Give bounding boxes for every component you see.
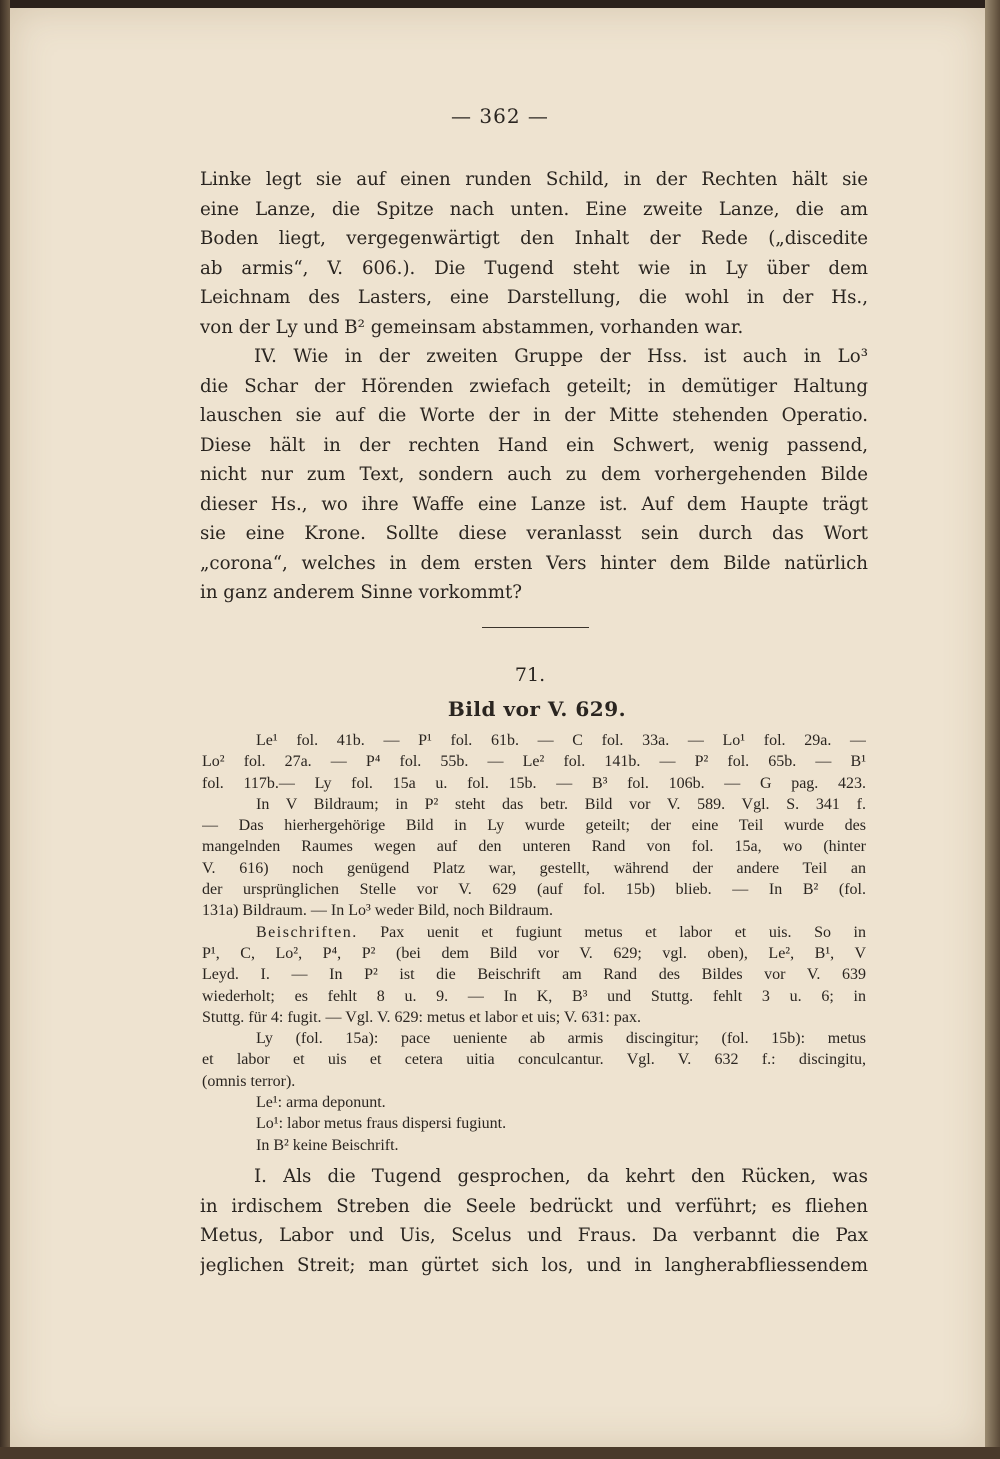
footnote-line: Le¹ fol. 41b. — P¹ fol. 61b. — C fol. 33a. — Lo¹ fol. 29a. — — [256, 732, 866, 749]
paragraph-line: „corona“, welches in dem ersten Vers hinter dem Bilde natürlich — [200, 552, 868, 574]
footnote-line: In B² keine Beischrift. — [256, 1136, 399, 1154]
paragraph-line: IV. Wie in der zweiten Gruppe der Hss. ist auch in Lo³ — [254, 346, 868, 367]
section-divider — [482, 627, 589, 628]
footnote-line: Stuttg. für 4: fugit. — Vgl. V. 629: metus et labor et uis; V. 631: pax. — [202, 1008, 641, 1026]
paragraph-line: Diese hält in der rechten Hand ein Schwert, wenig passend, — [200, 434, 868, 456]
footnote-line: P¹, C, Lo², P⁴, P² (bei dem Bild vor V. 629; vgl. oben), Le², B¹, V — [202, 944, 866, 962]
paragraph-line: von der Ly und B² gemeinsam abstammen, vorhanden war. — [200, 316, 744, 338]
footnote-line: — Das hierhergehörige Bild in Ly wurde geteilt; der eine Teil wurde des — [202, 817, 866, 835]
paragraph-line: Leichnam des Lasters, eine Darstellung, die wohl in der Hs., — [200, 287, 868, 308]
footnote-line: et labor et uis et cetera uitia conculcantur. Vgl. V. 632 f.: discingitu, — [202, 1051, 866, 1069]
page-edge-right — [985, 0, 1000, 1459]
paragraph-i — [200, 1162, 868, 1280]
page-number: — 362 — — [451, 104, 549, 128]
page-edge-bottom — [0, 1447, 1000, 1459]
paragraph-iv — [200, 342, 868, 608]
footnotes-block — [202, 730, 866, 1156]
paragraph-line: in ganz anderem Sinne vorkommt? — [200, 582, 523, 603]
paragraph-line: Boden liegt, vergegenwärtigt den Inhalt der Rede („discedite — [200, 228, 868, 249]
footnote-line: (omnis terror). — [202, 1072, 296, 1090]
footnote-line: Leyd. I. — In P² ist die Beischrift am Rand des Bildes vor V. 639 — [202, 966, 866, 984]
footnote-line: Lo¹: labor metus fraus dispersi fugiunt. — [256, 1115, 507, 1133]
footnote-line: der ursprünglichen Stelle vor V. 629 (auf fol. 15b) blieb. — In B² (fol. — [202, 881, 866, 899]
footnote-line: V. 616) noch genügend Platz war, gestellt, während der andere Teil an — [202, 859, 866, 877]
paragraph-line: ab armis“, V. 606.). Die Tugend steht wie in Ly über dem — [200, 257, 868, 279]
paragraph-line: nicht nur zum Text, sondern auch zu dem vorhergehenden Bilde — [200, 464, 868, 485]
beischriften-label: Beischriften. — [256, 923, 358, 941]
paragraph-continued — [200, 165, 868, 342]
paragraph-line: Linke legt sie auf einen runden Schild, in der Rechten hält sie — [200, 169, 868, 190]
paragraph-line: Metus, Labor und Uis, Scelus und Fraus. Da verbannt die Pax — [200, 1225, 868, 1246]
paragraph-line: dieser Hs., wo ihre Waffe eine Lanze ist. Auf dem Haupte trägt — [200, 493, 868, 515]
footnote-line: Le¹: arma deponunt. — [256, 1094, 386, 1112]
paragraph-line: lauschen sie auf die Worte der in der Mitte stehenden Operatio. — [200, 405, 868, 426]
paragraph-line: I. Als die Tugend gesprochen, da kehrt den Rücken, was — [254, 1166, 868, 1187]
paragraph-line: die Schar der Hörenden zwiefach geteilt; in demütiger Haltung — [200, 375, 868, 397]
footnote-line: mangelnden Raumes wegen auf den unteren Rand von fol. 15a, wo (hinter — [202, 838, 866, 856]
footnote-line: Ly (fol. 15a): pace ueniente ab armis discingitur; (fol. 15b): metus — [256, 1030, 866, 1048]
paragraph-line: eine Lanze, die Spitze nach unten. Eine zweite Lanze, die am — [200, 198, 868, 220]
section-number: 71. — [514, 664, 546, 686]
footnote-line: In V Bildraum; in P² steht das betr. Bild vor V. 589. Vgl. S. 341 f. — [256, 795, 866, 813]
footnote-line: fol. 117b.— Ly fol. 15a u. fol. 15b. — B³ fol. 106b. — G pag. 423. — [202, 774, 866, 792]
book-spine — [0, 0, 10, 1459]
paragraph-line: jeglichen Streit; man gürtet sich los, und in langherabfliessendem — [200, 1254, 868, 1276]
footnote-line — [202, 922, 866, 943]
paragraph-line: sie eine Krone. Sollte diese veranlasst sein durch das Wort — [200, 523, 868, 544]
footnote-line: Lo² fol. 27a. — P⁴ fol. 55b. — Le² fol. 141b. — P² fol. 65b. — B¹ — [202, 753, 866, 771]
footnote-line: wiederholt; es fehlt 8 u. 9. — In K, B³ und Stuttg. fehlt 3 u. 6; in — [202, 987, 866, 1005]
paragraph-line: in irdischem Streben die Seele bedrückt und verführt; es fliehen — [200, 1195, 868, 1217]
footnote-text: Pax uenit et fugiunt metus et labor et uis. So in — [357, 923, 866, 941]
footnote-line: 131a) Bildraum. — In Lo³ weder Bild, noch Bildraum. — [202, 902, 553, 920]
section-title: Bild vor V. 629. — [447, 697, 627, 721]
